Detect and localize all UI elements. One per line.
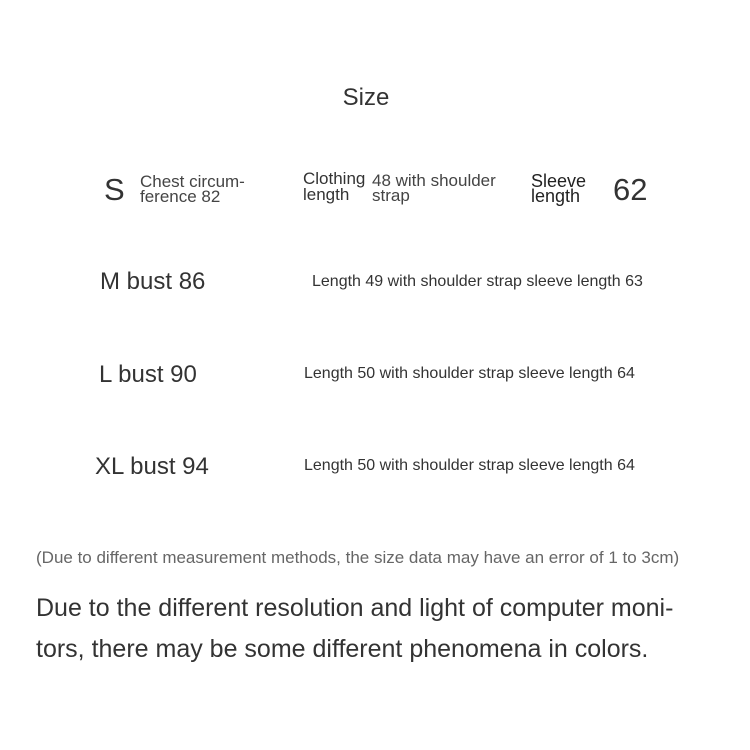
size-s-clothing-line2: length — [303, 185, 350, 204]
size-s-chest — [140, 174, 245, 204]
size-s-clothing-length-label — [303, 171, 365, 203]
size-s-sleeve-line2: length — [531, 186, 581, 206]
size-s-with-line2: strap — [372, 186, 410, 205]
size-s-sleeve-label — [531, 171, 587, 206]
color-disclaimer-line1: Due to the different resolution and light of computer moni- — [36, 594, 674, 622]
size-l-label: L bust 90 — [99, 361, 197, 388]
size-s-clothing-line1: Clothing — [303, 169, 366, 188]
size-xl-label: XL bust 94 — [95, 453, 209, 480]
color-disclaimer-line2: tors, there may be some different phenomena in colors. — [36, 635, 649, 663]
color-disclaimer — [36, 588, 716, 670]
size-s-chest-line2: ference 82 — [140, 187, 221, 206]
size-s-with-line1: 48 with shoulder — [372, 171, 496, 190]
size-l-desc: Length 50 with shoulder strap sleeve length 64 — [304, 365, 635, 382]
size-m-desc: Length 49 with shoulder strap sleeve length 63 — [312, 273, 643, 290]
size-s-sleeve-value: 62 — [613, 172, 648, 207]
size-xl-desc: Length 50 with shoulder strap sleeve length 64 — [304, 457, 635, 474]
size-s-chest-line1: Chest circum- — [140, 172, 245, 191]
size-s-label: S — [104, 172, 125, 207]
size-s-length-value — [372, 173, 496, 203]
size-s-sleeve-line1: Sleeve — [531, 171, 587, 191]
page-title: Size — [342, 84, 390, 111]
size-m-label: M bust 86 — [100, 268, 206, 295]
measurement-note: (Due to different measurement methods, the size data may have an error of 1 to 3cm) — [36, 548, 680, 567]
